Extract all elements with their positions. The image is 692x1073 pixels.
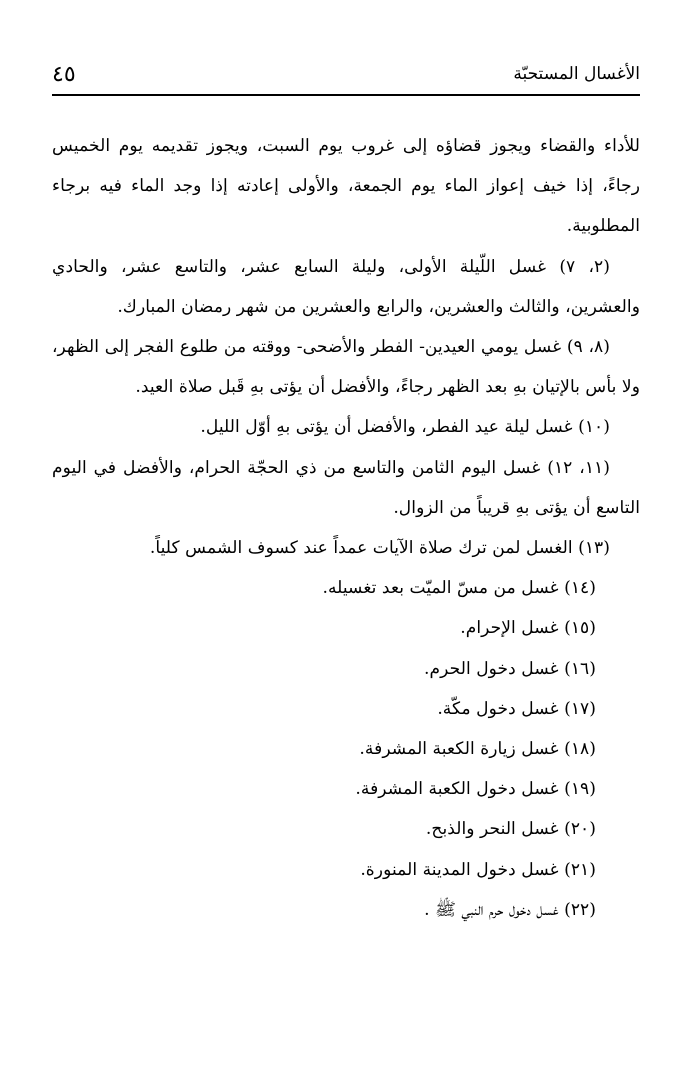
paragraph: (٨، ٩) غسل يومي العيدين- الفطر والأضحى- ووقته من طلوع الفجر إلى الظهر، ولا بأس بالإتيان بهِ بعد الظهر رجاءً، والأفضل أن يؤتى بهِ قَبل صلاة العيد. [52,337,640,398]
list-item: (١٤) غسل من مسّ الميّت بعد تغسيله. [322,578,596,599]
page-number: ٤٥ [52,62,76,87]
header-rule [52,94,640,96]
paragraph: (١١، ١٢) غسل اليوم الثامن والتاسع من ذي الحجّة الحرام، والأفضل في اليوم التاسع أن يؤتى بهِ قريباً من الزوال. [52,457,640,518]
list-item: (١٨) غسل زيارة الكعبة المشرفة. [359,739,596,760]
list-item: (٢١) غسل دخول المدينة المنورة. [360,859,596,880]
paragraph: (١٠) غسل ليلة عيد الفطر، والأفضل أن يؤتى بهِ أوّل الليل. [200,417,610,438]
list-item: (١٩) غسل دخول الكعبة المشرفة. [355,779,596,800]
list-item: (١٧) غسل دخول مكّة. [437,698,596,719]
list-item: (٢٢) غسل دخول حرم النبي ﷺ . [424,899,596,920]
list-item: (١٣) الغسل لمن ترك صلاة الآيات عمداً عند كسوف الشمس كلياً. [149,538,610,559]
page-body [52,126,640,930]
list-item: (٢٠) غسل النحر والذبح. [425,819,596,840]
list-item: (١٦) غسل دخول الحرم. [424,658,596,679]
running-title: الأغسال المستحبّة [513,64,640,84]
list-item: (١٥) غسل الإحرام. [460,618,596,639]
page-header [52,56,640,94]
paragraph: (٢، ٧) غسل اللّيلة الأولى، وليلة السابع عشر، والتاسع عشر، والحادي والعشرين، والثالث والعشرين، والرابع والعشرين من شهر رمضان المبارك. [52,256,640,317]
paragraph: للأداء والقضاء ويجوز قضاؤه إلى غروب يوم السبت، ويجوز تقديمه يوم الخميس رجاءً، إذا خيف إعواز الماء يوم الجمعة، والأولى إعادته إذا وجد الماء فيه برجاء المطلوبية. [52,136,640,237]
